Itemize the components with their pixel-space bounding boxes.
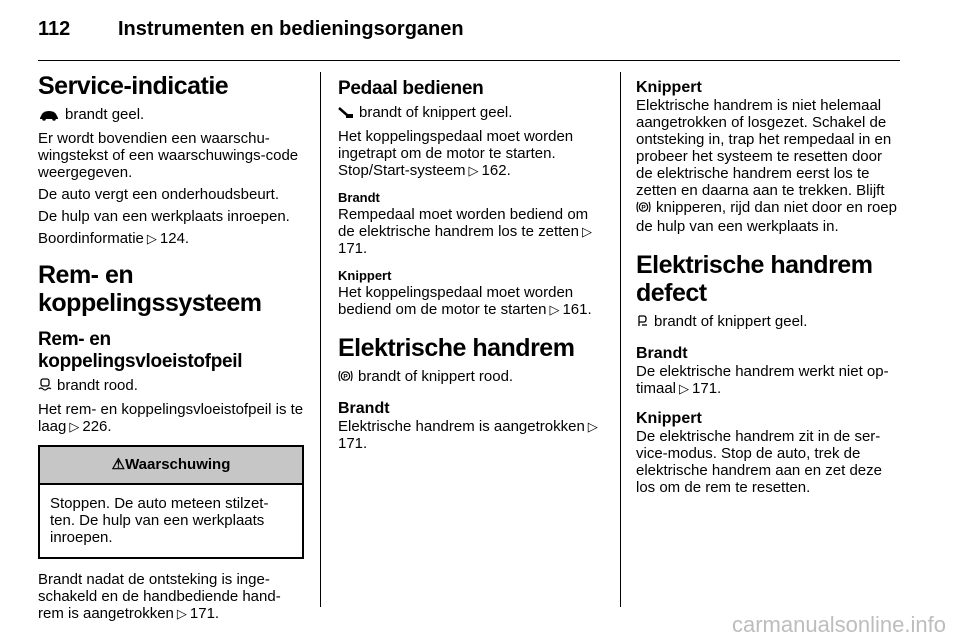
warning-header: [40, 447, 302, 485]
column-right: [636, 72, 902, 501]
subheading: Brandt: [636, 345, 688, 362]
indicator-line: [38, 377, 304, 396]
svg-text:P: P: [641, 204, 646, 212]
page-reference: 162.: [481, 162, 511, 179]
page-reference: 124.: [159, 230, 190, 247]
paragraph-text: Rempedaal moet worden bediend om de elektrische handrem los te zetten: [338, 206, 589, 240]
triangle-right-icon: ▷: [468, 163, 479, 178]
indicator-text: brandt geel.: [65, 106, 145, 123]
triangle-right-icon: ▷: [587, 419, 598, 434]
paragraph: [38, 571, 304, 622]
column-divider: [620, 72, 621, 607]
indicator-text: brandt of knippert geel.: [359, 104, 513, 121]
paragraph: [338, 128, 606, 179]
subheading: Brandt: [338, 400, 390, 417]
paragraph: [338, 206, 606, 257]
column-middle: [338, 72, 606, 457]
indicator-line: [338, 368, 606, 387]
page-number: 112: [38, 18, 71, 40]
section-heading: Rem- en koppelingssysteem: [38, 261, 262, 317]
indicator-text: brandt of knippert geel.: [654, 313, 808, 330]
subsection-heading: Pedaal bedienen: [338, 78, 484, 99]
triangle-right-icon: ▷: [69, 419, 80, 434]
indicator-line: [38, 106, 304, 125]
paragraph: [38, 401, 304, 435]
section-heading: Elektrische handrem: [338, 334, 575, 362]
page-reference: 171.: [189, 605, 220, 622]
subheading: Knippert: [636, 79, 702, 96]
car-wrench-icon: [38, 108, 60, 125]
parking-brake-icon: [338, 369, 353, 387]
minor-heading: Knippert: [338, 268, 392, 283]
paragraph-text: Elektrische handrem is aangetrokken: [338, 418, 585, 435]
page-reference: 226.: [82, 418, 112, 435]
column-divider: [320, 72, 321, 607]
paragraph-text: Brandt nadat de ontsteking is inge-schakeld en de handbediende hand-rem is aangetrokken: [38, 571, 281, 622]
svg-text:P: P: [343, 373, 348, 381]
paragraph: Er wordt bovendien een waarschu-wingstekst of een waarschuwings-code weergegeven.: [38, 130, 299, 181]
paragraph: [338, 418, 606, 452]
paragraph: [636, 363, 902, 397]
brake-fluid-icon: [38, 378, 52, 396]
triangle-right-icon: ▷: [176, 606, 187, 621]
warning-title: Waarschuwing: [125, 456, 231, 473]
page-title: Instrumenten en bedieningsorganen: [118, 18, 464, 40]
paragraph-text: Het rem- en koppelingsvloeistofpeil is te laag: [38, 401, 304, 435]
indicator-line: [338, 104, 606, 123]
paragraph-text: Het koppelingspedaal moet worden ingetrapt om de motor te starten. Stop/Start-systeem: [338, 128, 574, 179]
paragraph: [338, 284, 606, 318]
triangle-right-icon: ▷: [581, 224, 592, 239]
triangle-right-icon: ▷: [146, 231, 157, 246]
paragraph-text: Het koppelingspedaal moet worden bediend om de motor te starten: [338, 284, 574, 318]
parking-brake-icon: [636, 200, 651, 218]
paragraph: De auto vergt een onderhoudsbeurt.: [38, 186, 280, 203]
paragraph: De elektrische handrem zit in de ser-vice-modus. Stop de auto, trek de elektrische handrem aan en zet deze los om de rem te resetten.: [636, 428, 882, 496]
paragraph: [636, 97, 902, 235]
paragraph-text: Elektrische handrem is niet helemaal aangetrokken of losgezet. Schakel de ontsteking in, trap het rempedaal in en probeer het systeem te resetten door de elektrische handrem eerst los te zetten en daarna aan te trekken. Blijft: [636, 97, 892, 199]
paragraph-text: knipperen, rijd dan niet door en roep de hulp van een werkplaats in.: [636, 199, 897, 235]
pedal-icon: [338, 106, 354, 123]
paragraph-text: Boordinformatie: [38, 230, 144, 247]
minor-heading: Brandt: [338, 190, 380, 205]
parking-brake-fault-icon: [636, 314, 649, 332]
page-reference: 171.: [338, 240, 368, 257]
section-heading: Elektrische handrem defect: [636, 251, 873, 307]
paragraph: De hulp van een werkplaats inroepen.: [38, 208, 290, 225]
warning-triangle-icon: ⚠: [111, 456, 126, 473]
page-header: [38, 18, 900, 58]
warning-text: Stoppen. De auto meteen stilzet-ten. De hulp van een werkplaats inroepen.: [50, 495, 269, 546]
page-reference: 171.: [338, 435, 368, 452]
page-reference: 171.: [692, 380, 722, 397]
indicator-text: brandt rood.: [57, 377, 138, 394]
paragraph-text: De elektrische handrem werkt niet op-timaal: [636, 363, 889, 397]
triangle-right-icon: ▷: [549, 302, 560, 317]
subsection-heading: Rem- en koppelingsvloeistofpeil: [38, 329, 243, 372]
column-left: [38, 72, 304, 627]
paragraph: [38, 230, 304, 247]
watermark: carmanualsonline.info: [731, 612, 946, 637]
section-heading: Service-indicatie: [38, 72, 229, 100]
page-reference: 161.: [562, 301, 592, 318]
warning-box: [38, 445, 304, 559]
header-rule: [38, 60, 900, 61]
triangle-right-icon: ▷: [679, 381, 690, 396]
warning-body: [40, 485, 302, 557]
indicator-line: [636, 313, 902, 332]
subheading: Knippert: [636, 410, 702, 427]
indicator-text: brandt of knippert rood.: [358, 368, 514, 385]
